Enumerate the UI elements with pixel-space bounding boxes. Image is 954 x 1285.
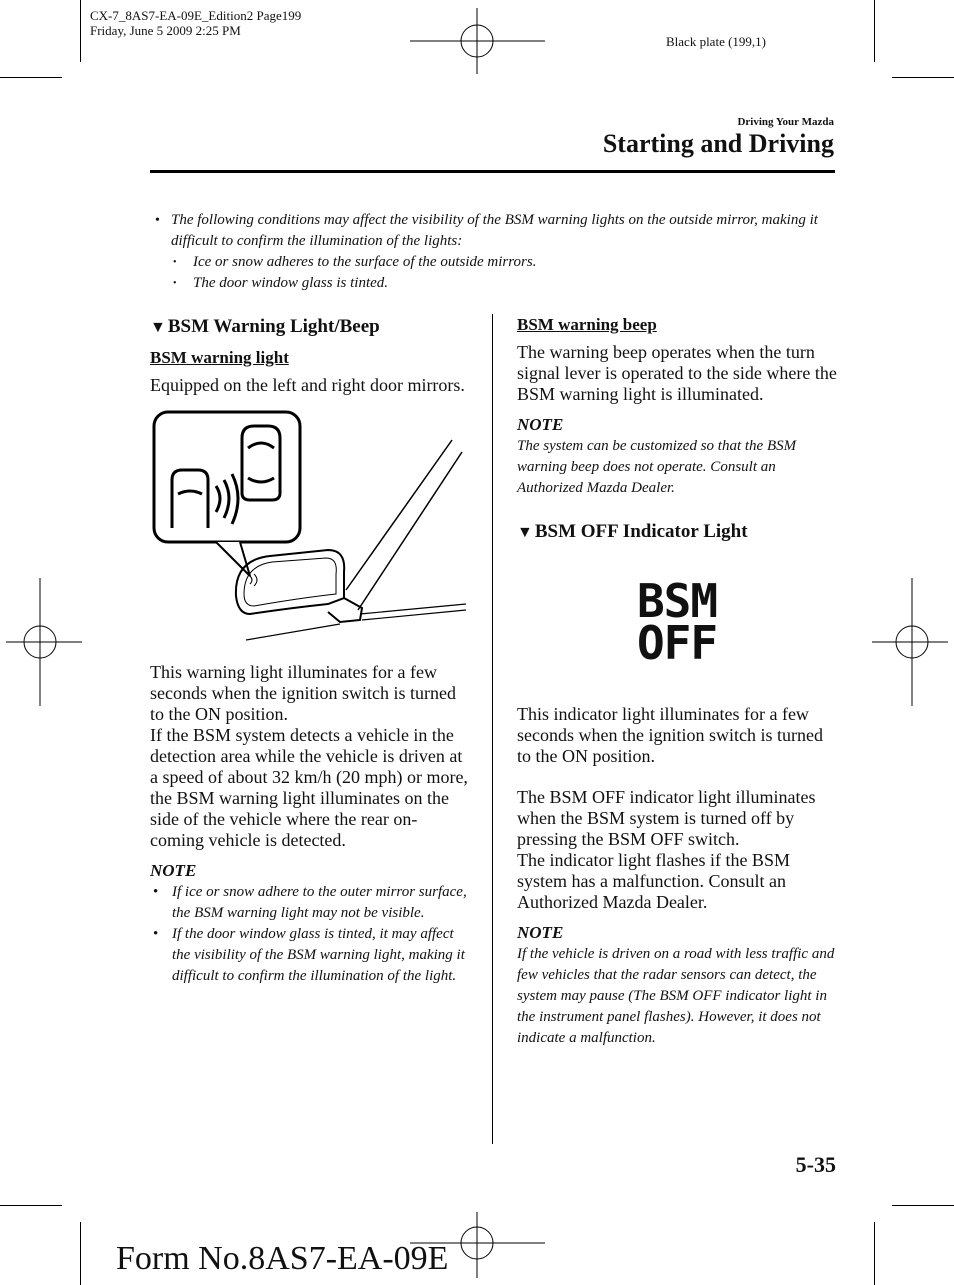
print-meta (90, 8, 301, 38)
header-rule (150, 170, 835, 173)
warning-light-detection-text: If the BSM system detects a vehicle in the detection area while the vehicle is driven at a speed of about 32 km/h (20 mph) or more, the BSM warning light illuminates on the side of the vehicle where the rear on-coming vehicle is detected. (150, 725, 468, 850)
warning-light-ignition-text: This warning light illuminates for a few seconds when the ignition switch is turned to the ON position. (150, 662, 456, 724)
column-divider (492, 314, 493, 1144)
left-column (150, 314, 470, 987)
note-label: NOTE (150, 861, 197, 880)
indicator-line: OFF (636, 616, 718, 670)
note-text: If the vehicle is driven on a road with less traffic and few vehicles that the radar sensors can detect, the system may pause (The BSM OFF indicator light in the instrument panel flashes). However, it does not indicate a malfunction. (517, 946, 835, 1046)
note-item: • If the door window glass is tinted, it may affect the visibility of the BSM warning light, making it difficult to confirm the illumination of the light. (150, 924, 470, 987)
note-item: • If ice or snow adhere to the outer mirror surface, the BSM warning light may not be visible. (150, 882, 470, 924)
print-meta-date: Friday, June 5 2009 2:25 PM (90, 23, 241, 38)
form-number: Form No.8AS7-EA-09E (116, 1240, 449, 1277)
heading-marker: ▼ (150, 319, 166, 336)
bsm-warning-beep-subheading: BSM warning beep (517, 315, 657, 334)
intro-conditions (155, 210, 835, 294)
bsm-warning-heading (150, 314, 470, 341)
bsm-off-malfunction-text: The indicator light flashes if the BSM system has a malfunction. Consult an Authorized Mazda Dealer. (517, 850, 790, 912)
bsm-off-indicator-icon (517, 574, 837, 670)
heading-text: BSM Warning Light/Beep (167, 316, 380, 337)
note-label: NOTE (517, 415, 564, 434)
mirror-location-text: Equipped on the left and right door mirrors. (150, 375, 465, 395)
print-meta-file: CX-7_8AS7-EA-09E_Edition2 Page199 (90, 8, 302, 23)
intro-sub-bullet: • The door window glass is tinted. (155, 273, 835, 294)
right-column (517, 314, 837, 1049)
bsm-off-ignition-text: This indicator light illuminates for a few seconds when the ignition switch is turned to the ON position. (517, 704, 823, 766)
heading-text: BSM OFF Indicator Light (534, 521, 748, 542)
registration-mark-right (872, 578, 954, 706)
page-title: Starting and Driving (602, 129, 834, 158)
warning-car-icon (172, 426, 280, 528)
section-label: Driving Your Mazda (737, 116, 834, 128)
bsm-warning-light-subheading: BSM warning light (150, 348, 289, 367)
note-text: The system can be customized so that the BSM warning beep does not operate. Consult an Authorized Mazda Dealer. (517, 438, 797, 496)
note-label: NOTE (517, 923, 564, 942)
indicator-line: BSM (636, 574, 718, 628)
plate-label: Black plate (199,1) (666, 34, 766, 49)
registration-mark-top (410, 4, 545, 76)
intro-sub-bullet: • Ice or snow adheres to the surface of the outside mirrors. (155, 252, 835, 273)
intro-bullet: • The following conditions may affect the visibility of the BSM warning lights on the outside mirror, making it difficult to confirm the illumination of the lights: (155, 210, 835, 252)
bsm-off-heading (517, 519, 837, 546)
page-number: 5-35 (795, 1152, 836, 1177)
bsm-off-switch-text: The BSM OFF indicator light illuminates when the BSM system is turned off by pressing the BSM OFF switch. (517, 787, 816, 849)
note-list (150, 882, 470, 987)
mirror-warning-illustration (150, 408, 470, 658)
warning-beep-text: The warning beep operates when the turn signal lever is operated to the side where the BSM warning light is illuminated. (517, 342, 837, 404)
registration-mark-left (0, 578, 82, 706)
heading-marker: ▼ (517, 524, 533, 541)
